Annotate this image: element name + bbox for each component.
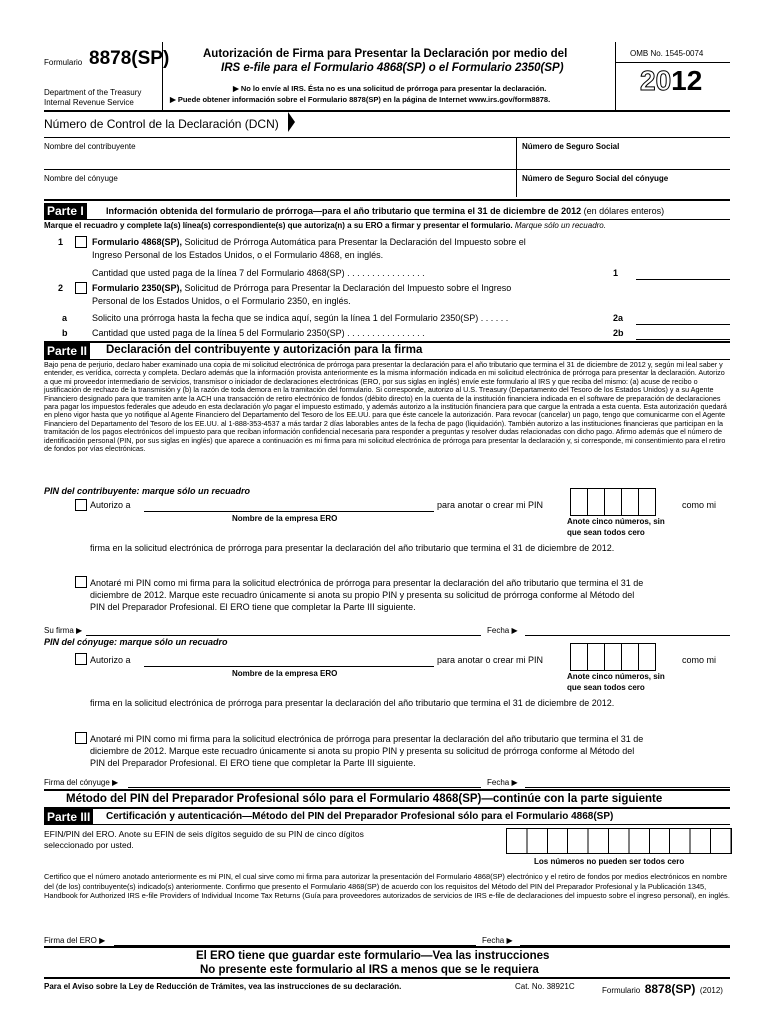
spouse-self-pin-text-2: diciembre de 2012. Marque este recuadro únicamente si anota su propio PIN y presenta su solicitud de prórroga conforme al Método del	[90, 746, 635, 756]
taxpayer-name-label: Nombre del contribuyente	[44, 142, 136, 151]
spouse-date-field[interactable]	[525, 787, 730, 788]
spouse-signature-field[interactable]	[128, 787, 481, 788]
line2a-label: Solicito una prórroga hasta la fecha que se indica aquí, según la línea 1 del Formulario 2350(SP) . . . . . .	[92, 313, 509, 323]
ero-name-field[interactable]	[144, 511, 434, 512]
pin-hint-2: que sean todos cero	[567, 528, 645, 537]
pin-digit-box[interactable]	[605, 643, 622, 671]
line2a-box-label: 2a	[613, 313, 624, 323]
perjury-statement: Bajo pena de perjurio, declaro haber examinado una copia de mi solicitud electrónica de prórroga para presentar la declaración para el año tributario que termina el 31 de diciembre de 2012 y, según mi leal saber y entender, es verídica, correcta y completa. Declaro además que la información provista anteriormente es la misma información indicada en mi solicitud electrónica de prórroga para presentar la declaración. Autorizo a que mi proveedor intermediario de servicios, transmisor o iniciador de declaraciones electrónicas (ERO, por sus siglas en inglés) envíe este formulario al IRS y que reciba del mismo: (a) acuse de recibo o justificación de rechazo de la transmisión y (b) la razón de toda demora en la tramitación del formulario. Si corresponde, autorizo al U.S. Treasury (Departamento del Tesoro de los Estados Unidos) y a su Agente Financiero designado para que tramiten ante la ACH una transacción de retiro electrónico de fondos (débito directo) en la cuenta de la institución financiera indicada en el software de preparación de declaraciones para pagar los impuestos federales que adeudo en esta declaración y/o pagar el impuesto estimado, y además autorizo a la institución financiera para que cargue la entrada a esta cuenta. Esta autorización quedará en pleno vigor hasta que yo notifique al Agente Financiero del Departamento del Tesoro de los EE.UU. para que éste cancele la autorización. Para revocar (cancelar) un pago, tengo que comunicarme con el Agente Financiero del Departamento del Tesoro de los EE.UU. al 1-888-353-4537 a más tardar 2 días laborables antes de la fecha de pago (liquidación). También autorizo a las instituciones financieras que participan en la tramitación de los pagos electrónicos del impuesto para que reciban información confidencial necesaria para responder a preguntas y resolver dudas relacionadas con dicho pago. Afirmo además que el número de identificación personal (PIN, por sus siglas en inglés) que aparece a continuación es mi firma para mi solicitud electrónica de prórroga para presentar la declaración y, si corresponde, mi consentimiento para el retiro de fondos por vías electrónicas.	[44, 360, 727, 454]
pin-digit-box[interactable]	[571, 488, 588, 516]
header-divider-left	[162, 42, 163, 110]
footer-form-number: 8878(SP)	[644, 982, 696, 996]
ero-name-caption: Nombre de la empresa ERO	[232, 514, 338, 523]
pin-digit-box[interactable]	[622, 488, 639, 516]
part3-top-rule	[44, 807, 730, 809]
spouse-pin-boxes[interactable]	[570, 643, 656, 671]
ero-signature-label: Firma del ERO ▶	[44, 936, 106, 945]
your-signature-field[interactable]	[86, 635, 481, 636]
form4868-checkbox[interactable]	[75, 236, 87, 248]
as-my-label: como mi	[682, 500, 717, 510]
line1-desc2: Ingreso Personal de los Estados Unidos, o el Formulario 4868, en inglés.	[92, 250, 384, 260]
line2-desc2: Personal de los Estados Unidos, o el Formulario 2350, en inglés.	[92, 296, 351, 306]
your-signature-label: Su firma ▶	[44, 626, 83, 635]
signature-statement: firma en la solicitud electrónica de prórroga para presentar la declaración del año tributario que termina el 31 de diciembre de 2012.	[90, 543, 615, 553]
dcn-arrow-icon	[288, 112, 295, 132]
efin-cells[interactable]	[507, 829, 731, 853]
irs-label: Internal Revenue Service	[44, 98, 134, 107]
line1-desc-bold: Formulario 4868(SP),	[92, 237, 183, 247]
spouse-pin-heading: PIN del cónyuge: marque sólo un recuadro	[44, 637, 228, 647]
enter-pin-label: para anotar o crear mi PIN	[437, 500, 544, 510]
spouse-signature-label: Firma del cónyuge ▶	[44, 778, 119, 787]
line2-desc-bold: Formulario 2350(SP),	[92, 283, 183, 293]
dcn-label	[44, 117, 279, 131]
do-not-send-note: ▶ No lo envíe al IRS. Ésta no es una solicitud de prórroga para presentar la declaración.	[233, 84, 547, 93]
spouse-self-pin-checkbox[interactable]	[75, 732, 87, 744]
footer-form-year: (2012)	[699, 986, 723, 995]
efin-pin-boxes[interactable]	[506, 828, 732, 854]
part3-tag: Parte III	[44, 809, 93, 825]
part1-instruction-suffix: Marque sólo un recuadro.	[514, 221, 606, 230]
spouse-self-pin-text-1: Anotaré mi PIN como mi firma para la solicitud electrónica de prórroga para presentar la declaración del año tributario que termina el 31 de	[90, 734, 644, 744]
part1-tag: Parte I	[44, 203, 87, 219]
paperwork-notice: Para el Aviso sobre la Ley de Reducción de Trámites, vea las instrucciones de su declaración.	[44, 982, 402, 991]
footer-top-rule	[44, 946, 730, 948]
part1-title-main: Información obtenida del formulario de prórroga—para el año tributario que termina el 31 de diciembre de 2012	[106, 206, 582, 216]
pin-digit-box[interactable]	[588, 643, 605, 671]
your-date-field[interactable]	[525, 635, 730, 636]
spouse-pin-hint-1: Anote cinco números, sin	[567, 672, 665, 681]
form-label: Formulario	[44, 58, 83, 67]
taxpayer-authorize-ero-checkbox[interactable]	[75, 499, 87, 511]
footer-rule	[44, 977, 730, 979]
self-pin-text-3: PIN del Preparador Profesional. El ERO tiene que completar la Parte III siguiente.	[90, 602, 416, 612]
part1-instruction	[44, 221, 606, 230]
line2-number: 2	[58, 283, 64, 293]
spouse-authorize-ero-checkbox[interactable]	[75, 653, 87, 665]
line1-desc-text: Solicitud de Prórroga Automática para Presentar la Declaración del Impuesto sobre el	[184, 237, 526, 247]
catalog-number: Cat. No. 38921C	[515, 982, 575, 991]
omb-number: OMB No. 1545-0074	[630, 49, 704, 58]
banner-top-rule	[44, 789, 730, 791]
line1-box-label: 1	[613, 268, 619, 278]
part1-title-suffix: (en dólares enteros)	[583, 206, 665, 216]
part1-instruction-main: Marque el recuadro y complete la(s) línea(s) correspondiente(s) que autoriza(n) a su ERO a firmar y presentar el formulario.	[44, 221, 513, 230]
line2b-label: Cantidad que usted paga de la línea 5 del Formulario 2350(SP) . . . . . . . . . . . . . . . .	[92, 328, 425, 338]
self-pin-text-2: diciembre de 2012. Marque este recuadro únicamente si anota su propio PIN y presenta su solicitud de prórroga conforme al Método del	[90, 590, 635, 600]
taxpayer-name-field[interactable]	[44, 152, 514, 168]
practitioner-pin-banner: Método del PIN del Preparador Profesional sólo para el Formulario 4868(SP)—continúe con la parte siguiente	[66, 793, 663, 805]
taxpayer-pin-heading: PIN del contribuyente: marque sólo un recuadro	[44, 486, 251, 496]
authorize-label: Autorizo a	[90, 500, 131, 510]
part2-tag: Parte II	[44, 343, 90, 359]
part2-top-rule	[44, 341, 730, 343]
ero-keep-notice: El ERO tiene que guardar este formulario—Vea las instrucciones	[196, 950, 550, 962]
spouse-as-my-label: como mi	[682, 655, 717, 665]
form-number: 8878(SP)	[89, 48, 170, 69]
part1-title	[106, 206, 664, 216]
do-not-file-notice: No presente este formulario al IRS a menos que se le requiera	[200, 964, 539, 976]
spouse-ssn-label: Número de Seguro Social del cónyuge	[522, 174, 669, 183]
dept-treasury: Department of the Treasury	[44, 88, 142, 97]
spouse-self-pin-text-3: PIN del Preparador Profesional. El ERO tiene que completar la Parte III siguiente.	[90, 758, 416, 768]
line2-desc-text: Solicitud de Prórroga para Presentar la Declaración del Impuesto sobre el Ingreso	[184, 283, 512, 293]
footer-form-id	[602, 980, 723, 998]
tax-year-bold: 12	[671, 65, 703, 96]
omb-divider	[615, 62, 730, 63]
efin-instruction-text: EFIN/PIN del ERO. Anote su EFIN de seis dígitos seguido de su PIN de cinco dígitos	[44, 829, 364, 839]
efin-instruction-1	[44, 829, 364, 839]
line2-desc	[92, 283, 511, 293]
tax-year-outline: 20	[640, 65, 672, 96]
form2350-checkbox[interactable]	[75, 282, 87, 294]
no-zeros-note: Los números no pueden ser todos cero	[534, 857, 685, 866]
dcn-rule	[44, 137, 730, 138]
ero-date-label: Fecha ▶	[482, 936, 513, 945]
taxpayer-rule	[44, 169, 730, 170]
line2b-letter: b	[62, 328, 68, 338]
self-pin-text-1: Anotaré mi PIN como mi firma para la solicitud electrónica de prórroga para presentar la declaración del año tributario que termina el 31 de	[90, 578, 644, 588]
pin-digit-box[interactable]	[588, 488, 605, 516]
taxpayer-self-pin-checkbox[interactable]	[75, 576, 87, 588]
line1-amount-field[interactable]	[636, 279, 730, 280]
line2a-letter: a	[62, 313, 68, 323]
tax-year	[640, 65, 702, 97]
your-date-label: Fecha ▶	[487, 626, 518, 635]
part1-title-rule	[44, 219, 730, 220]
ero-certification: Certifico que el número anotado anteriormente es mi PIN, el cual sirve como mi firma para autorizar la presentación del Formulario 4868(SP) electrónico y el retiro de fondos por medios electrónicos en nombre del (de los) contribuyente(s) indicado(s) anteriormente. Confirmo que presento el Formulario 4868(SP) de acuerdo con los requisitos del Método del PIN del Preparador Profesional y la Publicación 1345, Handbook for Authorized IRS e-file Providers of Individual Income Tax Returns (Guía para proveedores autorizados de servicios de IRS e-file de declaraciones del impuesto sobre el ingreso personal), en inglés.	[44, 872, 730, 900]
pin-digit-box[interactable]	[622, 643, 639, 671]
part3-title: Certificación y autenticación—Método del PIN del Preparador Profesional sólo para el Formulario 4868(SP)	[106, 811, 614, 822]
header-divider-right	[615, 42, 616, 110]
taxpayer-pin-boxes[interactable]	[570, 488, 656, 516]
spouse-ero-name-caption: Nombre de la empresa ERO	[232, 669, 338, 678]
line2a-field[interactable]	[636, 324, 730, 325]
line2b-field[interactable]	[636, 339, 730, 340]
pin-digit-box[interactable]	[639, 488, 656, 516]
info-website-note: ▶ Puede obtener información sobre el Formulario 8878(SP) en la página de Internet www.irs.gov/form8878.	[170, 95, 551, 104]
spouse-ero-name-field[interactable]	[144, 666, 434, 667]
form-title-line1: Autorización de Firma para Presentar la Declaración por medio del	[203, 48, 568, 60]
dcn-label-text: Número de Control de la Declaración (DCN)	[44, 117, 279, 131]
spouse-ssn-field[interactable]	[520, 184, 730, 197]
ssn-divider-1	[516, 137, 517, 197]
spouse-authorize-label: Autorizo a	[90, 655, 131, 665]
pin-digit-box[interactable]	[571, 643, 588, 671]
pin-digit-box[interactable]	[639, 643, 656, 671]
spouse-date-label: Fecha ▶	[487, 778, 518, 787]
line2b-box-label: 2b	[613, 328, 624, 338]
line1-desc	[92, 237, 526, 247]
part3-title-rule	[44, 824, 730, 825]
pin-digit-box[interactable]	[605, 488, 622, 516]
spouse-name-label: Nombre del cónyuge	[44, 174, 118, 183]
efin-instruction-2: seleccionado por usted.	[44, 840, 134, 850]
line1-amount-label: Cantidad que usted paga de la línea 7 del Formulario 4868(SP) . . . . . . . . . . . . . . . .	[92, 268, 425, 278]
form-title-line2: IRS e-file para el Formulario 4868(SP) o el Formulario 2350(SP)	[221, 62, 564, 74]
taxpayer-ssn-label: Número de Seguro Social	[522, 142, 620, 151]
spouse-signature-statement: firma en la solicitud electrónica de prórroga para presentar la declaración del año tributario que termina el 31 de diciembre de 2012.	[90, 698, 615, 708]
taxpayer-ssn-field[interactable]	[520, 152, 730, 168]
part1-top-rule	[44, 199, 730, 201]
header-bottom-rule	[44, 110, 730, 112]
spouse-enter-pin-label: para anotar o crear mi PIN	[437, 655, 544, 665]
pin-hint-1: Anote cinco números, sin	[567, 517, 665, 526]
part2-title: Declaración del contribuyente y autorización para la firma	[106, 344, 423, 356]
spouse-pin-hint-2: que sean todos cero	[567, 683, 645, 692]
spouse-name-field[interactable]	[44, 184, 514, 197]
line1-number: 1	[58, 237, 64, 247]
footer-form-word: Formulario	[602, 986, 641, 995]
